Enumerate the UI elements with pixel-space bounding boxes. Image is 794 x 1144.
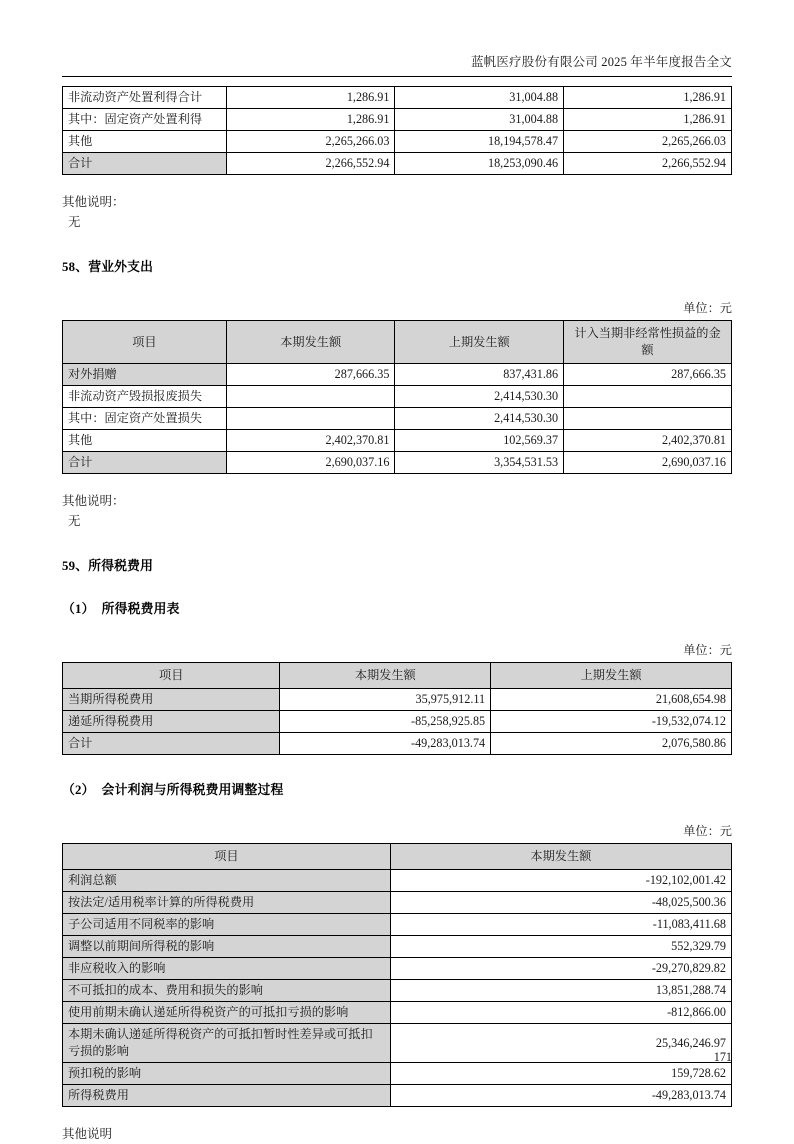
other-description-value: 无 [68,215,81,229]
table-header-row [63,844,732,870]
table-header-row [63,321,732,364]
table-row [63,870,732,892]
table-row [63,1024,732,1063]
table-row [63,980,732,1002]
other-description-label: 其他说明： [62,195,125,209]
row-value-current: -812,866.00 [390,1002,731,1024]
row-label: 非应税收入的影响 [63,958,391,980]
other-description-value-58: 无 [68,514,81,528]
table-row [63,689,732,711]
row-label: 其他 [63,131,227,153]
column-header-current: 本期发生额 [390,844,731,870]
row-label: 子公司适用不同税率的影响 [63,914,391,936]
row-value-current: 2,690,037.16 [226,452,395,474]
table-row-total [63,452,732,474]
column-header-prior: 上期发生额 [491,663,732,689]
table-row [63,958,732,980]
row-label: 合计 [63,452,227,474]
row-value-nonrecurring: 2,690,037.16 [564,452,732,474]
row-value-nonrecurring: 1,286.91 [564,87,732,109]
row-value-nonrecurring: 1,286.91 [564,109,732,131]
row-value-current: 1,286.91 [226,109,395,131]
unit-label-58: 单位：元 [683,301,732,315]
row-label: 合计 [63,153,227,175]
subsection-title-59-2 [62,779,732,798]
column-header-prior: 上期发生额 [395,321,564,364]
row-value-current: 2,265,266.03 [226,131,395,153]
table-row [63,386,732,408]
column-header-item: 项目 [63,844,391,870]
table-income-tax-expense [62,662,732,755]
row-label: 利润总额 [63,870,391,892]
table-row [63,131,732,153]
row-label: 非流动资产处置利得合计 [63,87,227,109]
row-value-current: 2,266,552.94 [226,153,395,175]
row-label: 调整以前期间所得税的影响 [63,936,391,958]
row-value-current [226,386,395,408]
row-value-prior: 3,354,531.53 [395,452,564,474]
row-value-current: -11,083,411.68 [390,914,731,936]
table-row [63,1085,732,1107]
row-value-current: 552,329.79 [390,936,731,958]
table-row [63,1002,732,1024]
row-value-nonrecurring: 287,666.35 [564,364,732,386]
column-header-current: 本期发生额 [226,321,395,364]
row-value-current: 25,346,246.97 [390,1024,731,1063]
row-value-prior: 102,569.37 [395,430,564,452]
row-label: 当期所得税费用 [63,689,280,711]
row-value-current: -48,025,500.36 [390,892,731,914]
row-value-current: -49,283,013.74 [280,733,491,755]
subsection-title-59-1 [62,598,732,617]
table-tax-reconciliation [62,843,732,1107]
other-description-label-58: 其他说明： [62,494,125,508]
row-value-current: -192,102,001.42 [390,870,731,892]
subsection-number: （1） [62,602,95,616]
table-row-total [63,733,732,755]
row-value-prior: 31,004.88 [395,109,564,131]
row-value-nonrecurring [564,408,732,430]
row-label: 对外捐赠 [63,364,227,386]
row-value-current: 159,728.62 [390,1063,731,1085]
table-nonoperating-expenses [62,320,732,474]
row-label: 其他 [63,430,227,452]
row-value-prior: 18,194,578.47 [395,131,564,153]
row-value-prior: 837,431.86 [395,364,564,386]
table-row [63,711,732,733]
table-row [63,892,732,914]
page-header [62,0,732,70]
row-label: 本期未确认递延所得税资产的可抵扣暂时性差异或可抵扣亏损的影响 [63,1024,391,1063]
row-value-current: 287,666.35 [226,364,395,386]
unit-label-59-2: 单位：元 [683,824,732,838]
row-value-prior: 2,414,530.30 [395,386,564,408]
column-header-item: 项目 [63,663,280,689]
column-header-nonrecurring: 计入当期非经常性损益的金额 [564,321,732,364]
table-row [63,914,732,936]
row-value-prior: 21,608,654.98 [491,689,732,711]
subsection-number: （2） [62,783,95,797]
row-value-current: 13,851,288.74 [390,980,731,1002]
subsection-label: 会计利润与所得税费用调整过程 [101,783,284,797]
table-row [63,87,732,109]
table-row [63,364,732,386]
row-label: 按法定/适用税率计算的所得税费用 [63,892,391,914]
row-value-current: 1,286.91 [226,87,395,109]
header-title: 蓝帆医疗股份有限公司 2025 年半年度报告全文 [470,55,732,69]
table-nonoperating-income-continued [62,86,732,175]
row-label: 预扣税的影响 [63,1063,391,1085]
section-title-58: 58、营业外支出 [62,260,154,274]
subsection-label: 所得税费用表 [101,602,180,616]
table-row [63,430,732,452]
row-label: 所得税费用 [63,1085,391,1107]
row-label: 合计 [63,733,280,755]
table-row [63,936,732,958]
table-row [63,109,732,131]
column-header-current: 本期发生额 [280,663,491,689]
row-value-nonrecurring [564,386,732,408]
table-row-total [63,153,732,175]
row-value-prior: 2,414,530.30 [395,408,564,430]
row-value-current: 2,402,370.81 [226,430,395,452]
row-label: 其中：固定资产处置损失 [63,408,227,430]
column-header-item: 项目 [63,321,227,364]
row-value-current: -49,283,013.74 [390,1085,731,1107]
row-value-prior: 31,004.88 [395,87,564,109]
section-title-59: 59、所得税费用 [62,559,154,573]
row-value-nonrecurring: 2,265,266.03 [564,131,732,153]
table-header-row [63,663,732,689]
row-label: 其中：固定资产处置利得 [63,109,227,131]
row-label: 非流动资产毁损报废损失 [63,386,227,408]
row-value-prior: 18,253,090.46 [395,153,564,175]
row-value-current [226,408,395,430]
row-value-current: -85,258,925.85 [280,711,491,733]
row-value-prior: 2,076,580.86 [491,733,732,755]
row-value-prior: -19,532,074.12 [491,711,732,733]
row-value-nonrecurring: 2,402,370.81 [564,430,732,452]
page-number: 171 [713,1050,732,1064]
row-label: 不可抵扣的成本、费用和损失的影响 [63,980,391,1002]
row-value-nonrecurring: 2,266,552.94 [564,153,732,175]
row-value-current: 35,975,912.11 [280,689,491,711]
row-label: 递延所得税费用 [63,711,280,733]
unit-label-59-1: 单位：元 [683,643,732,657]
table-row [63,408,732,430]
row-label: 使用前期未确认递延所得税资产的可抵扣亏损的影响 [63,1002,391,1024]
table-row [63,1063,732,1085]
row-value-current: -29,270,829.82 [390,958,731,980]
other-description-label-59: 其他说明 [62,1127,113,1141]
